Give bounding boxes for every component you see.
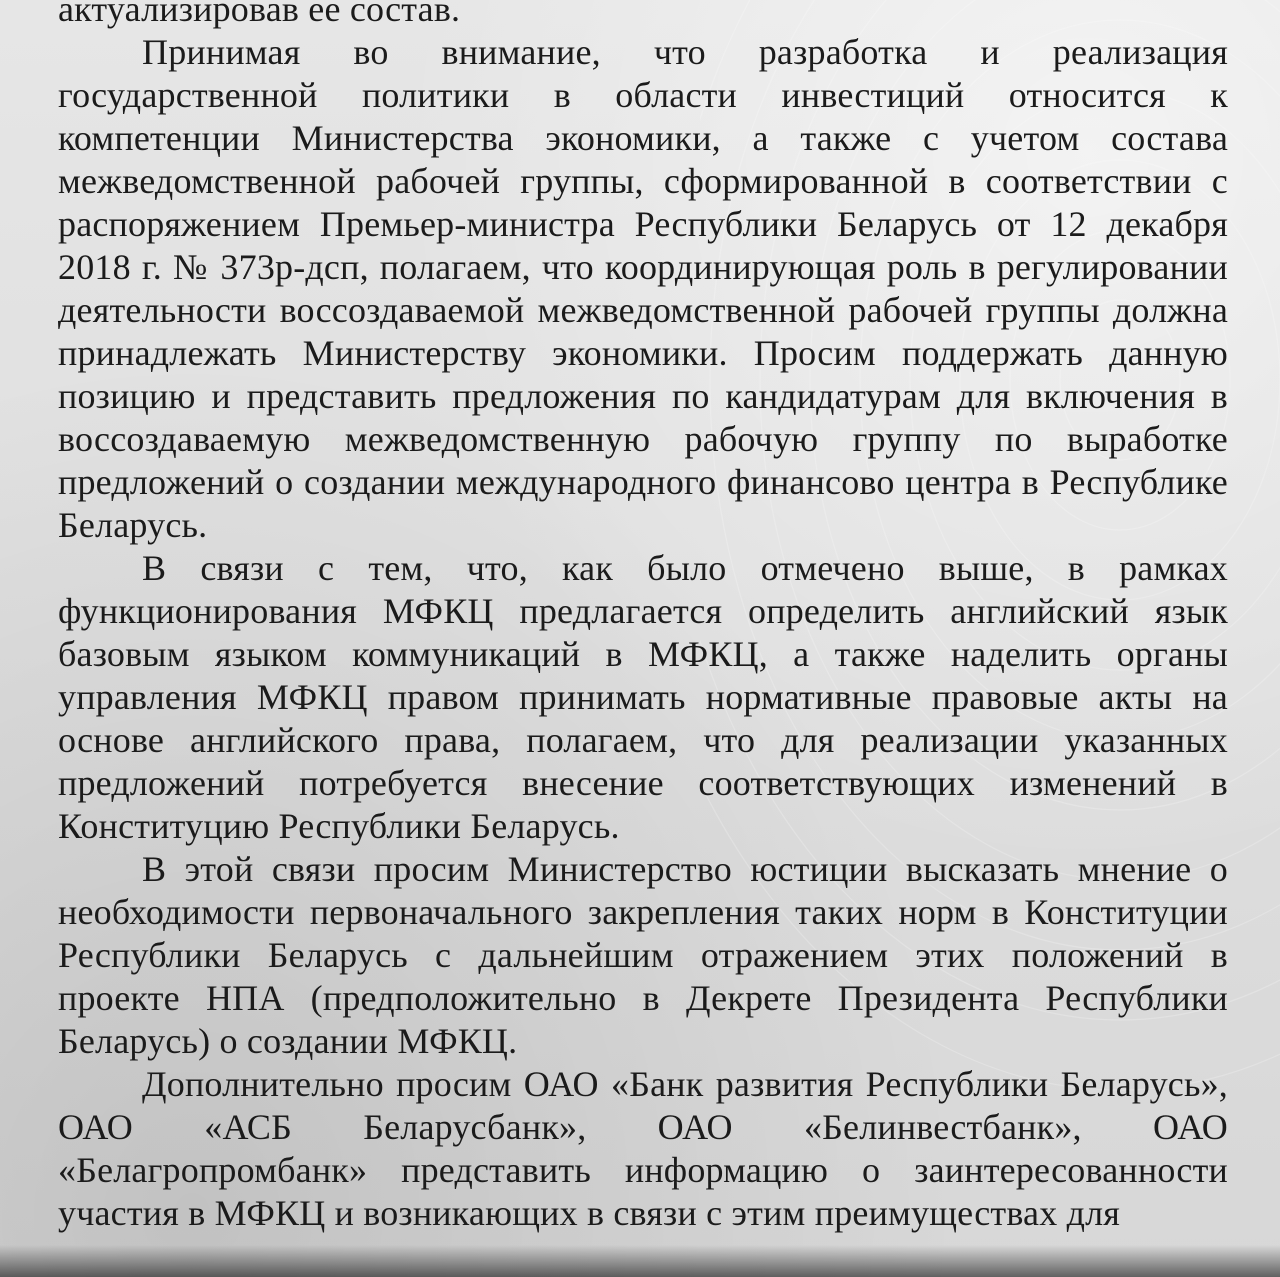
paragraph-0: актуализировав ее состав. bbox=[58, 0, 461, 29]
paragraph-3: В этой связи просим Министерство юстиции высказать мнение о необходимости первоначального закрепления таких норм в Конституции Республики Беларусь с дальнейшим отражением этих положений в проекте НПА (предположительно в Декрете Президента Республики Беларусь) о создании МФКЦ. bbox=[58, 849, 1228, 1061]
page-edge-shadow bbox=[0, 1245, 1280, 1277]
paragraph-4: Дополнительно просим ОАО «Банк развития Республики Беларусь», ОАО «АСБ Беларусбанк», ОАО «Белинвестбанк», ОАО «Белагропромбанк» представить информацию о заинтересованности участия в МФКЦ и возникающих в связи с этим преимуществах для bbox=[58, 1064, 1228, 1233]
paragraph-1: Принимая во внимание, что разработка и реализация государственной политики в области инвестиций относится к компетенции Министерства экономики, а также с учетом состава межведомственной рабочей группы, сформированной в соответствии с распоряжением Премьер-министра Республики Беларусь от 12 декабря 2018 г. № 373р-дсп, полагаем, что координирующая роль в регулировании деятельности воссоздаваемой межведомственной рабочей группы должна принадлежать Министерству экономики. Просим поддержать данную позицию и представить предложения по кандидатурам для включения в воссоздаваемую межведомственную рабочую группу по выработке предложений о создании международного финансово центра в Республике Беларусь. bbox=[58, 32, 1228, 545]
document-body bbox=[58, 0, 1228, 1235]
paragraph-2: В связи с тем, что, как было отмечено выше, в рамках функционирования МФКЦ предлагается определить английский язык базовым языком коммуникаций в МФКЦ, а также наделить органы управления МФКЦ правом принимать нормативные правовые акты на основе английского права, полагаем, что для реализации указанных предложений потребуется внесение соответствующих изменений в Конституцию Республики Беларусь. bbox=[58, 548, 1228, 846]
